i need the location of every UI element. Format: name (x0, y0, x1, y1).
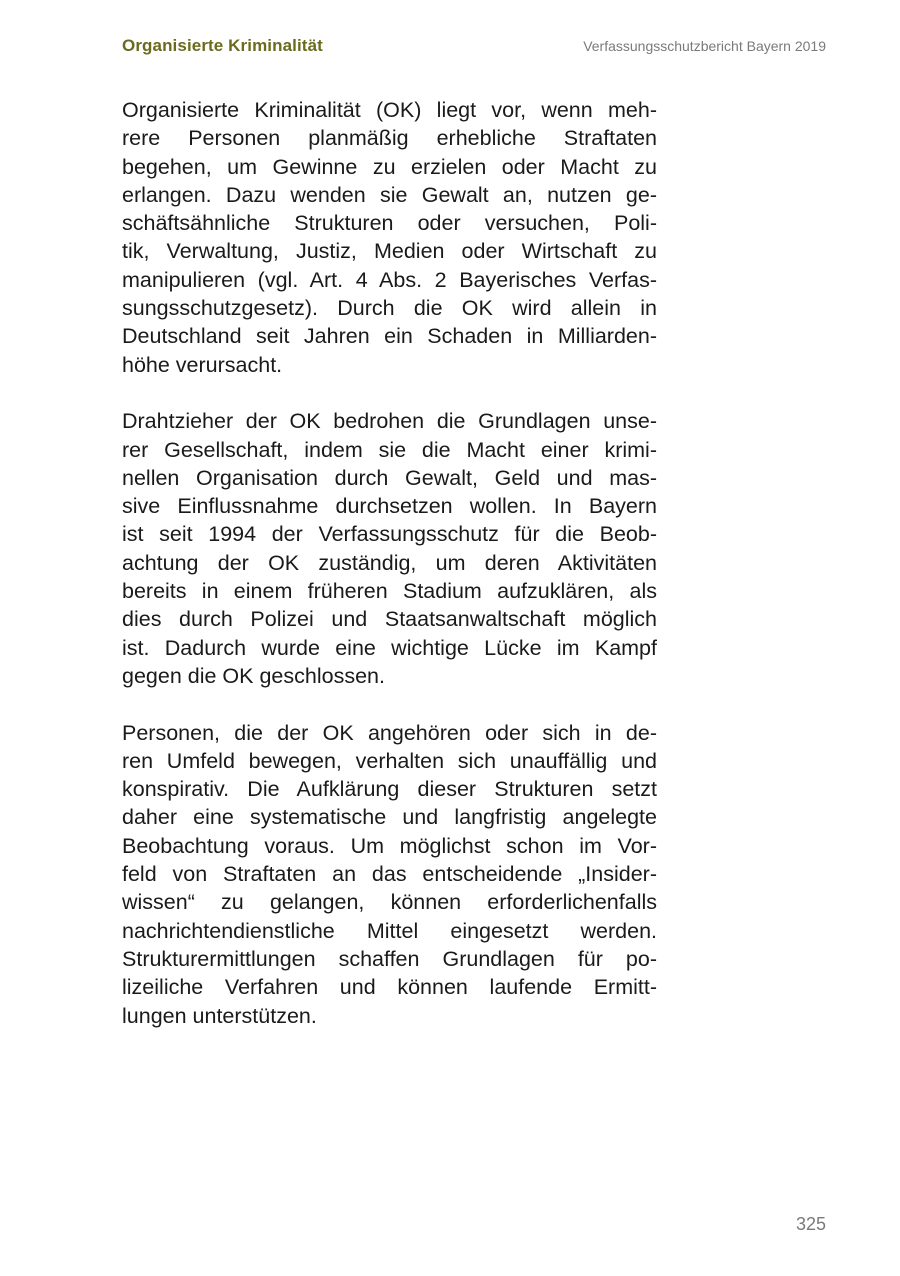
text-line: lungen unterstützen. (122, 1003, 317, 1028)
text-line: ist seit 1994 der Verfassungsschutz für die Beob- (122, 522, 657, 547)
text-line: feld von Straftaten an das entscheidende „Insider- (122, 862, 657, 887)
text-line: Beobachtung voraus. Um möglichst schon im Vor- (122, 833, 657, 858)
text-line: Strukturermittlungen schaffen Grundlagen für po- (122, 946, 657, 971)
text-line: begehen, um Gewinne zu erzielen oder Macht zu (122, 154, 657, 179)
body-text (122, 96, 657, 1058)
text-line: gegen die OK geschlossen. (122, 663, 385, 688)
text-line: nellen Organisation durch Gewalt, Geld und mas- (122, 465, 657, 490)
paragraph (122, 96, 657, 379)
text-line: Organisierte Kriminalität (OK) liegt vor, wenn meh- (122, 98, 657, 122)
text-line: sungsschutzgesetz). Durch die OK wird allein in (122, 296, 657, 321)
paragraph (122, 407, 657, 690)
text-line: rer Gesellschaft, indem sie die Macht einer krimi- (122, 437, 657, 462)
text-line: höhe verursacht. (122, 352, 283, 377)
section-title: Organisierte Kriminalität (122, 36, 323, 55)
text-line: erlangen. Dazu wenden sie Gewalt an, nutzen ge- (122, 182, 657, 207)
text-line: lizeiliche Verfahren und können laufende Ermitt- (122, 975, 657, 1000)
text-line: sive Einflussnahme durchsetzen wollen. In Bayern (122, 494, 657, 519)
text-line: dies durch Polizei und Staatsanwaltschaft möglich (122, 607, 657, 632)
text-line: Personen, die der OK angehören oder sich in de- (122, 720, 657, 745)
text-line: daher eine systematische und langfristig angelegte (122, 805, 657, 830)
text-line: bereits in einem früheren Stadium aufzuklären, als (122, 579, 657, 604)
text-line: ist. Dadurch wurde eine wichtige Lücke im Kampf (122, 635, 657, 660)
text-line: nachrichtendienstliche Mittel eingesetzt werden. (122, 918, 657, 943)
text-line: achtung der OK zuständig, um deren Aktivitäten (122, 550, 657, 575)
text-line: manipulieren (vgl. Art. 4 Abs. 2 Bayerisches Verfas- (122, 267, 657, 292)
text-line: tik, Verwaltung, Justiz, Medien oder Wirtschaft zu (122, 239, 657, 264)
text-line: konspirativ. Die Aufklärung dieser Strukturen setzt (122, 777, 657, 802)
text-line: rere Personen planmäßig erhebliche Straftaten (122, 126, 657, 151)
page-number: 325 (795, 1214, 826, 1234)
text-line: schäftsähnliche Strukturen oder versuchen, Poli- (122, 211, 657, 236)
text-line: ren Umfeld bewegen, verhalten sich unauffällig und (122, 748, 657, 773)
text-line: Drahtzieher der OK bedrohen die Grundlagen unse- (122, 409, 657, 434)
text-line: Deutschland seit Jahren ein Schaden in Milliarden- (122, 324, 657, 349)
paragraph (122, 719, 657, 1030)
text-line: wissen“ zu gelangen, können erforderlichenfalls (122, 890, 657, 915)
report-title: Verfassungsschutzbericht Bayern 2019 (583, 38, 826, 54)
